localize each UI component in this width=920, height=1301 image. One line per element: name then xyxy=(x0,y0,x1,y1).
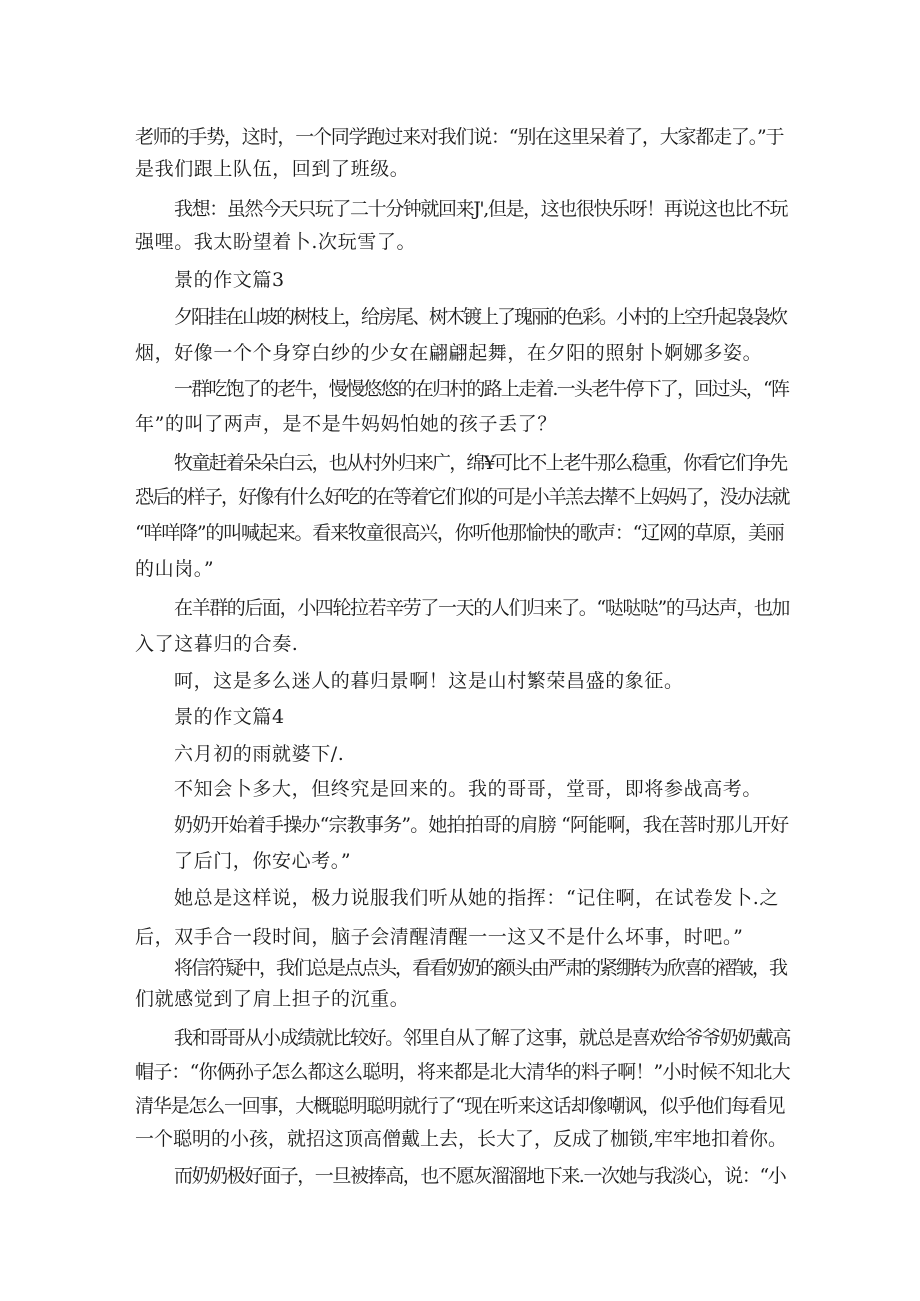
section-heading: 景的作文篇3 xyxy=(174,269,285,291)
text-line: 奶奶开始着手操办“宗教事务”。她拍拍哥的肩膀 “阿能啊，我在菩时那儿开好 xyxy=(174,814,789,836)
text-line: 是我们跟上队伍，回到了班级。 xyxy=(135,158,410,180)
text-line: 了后门，你安心考。” xyxy=(174,850,352,872)
text-line: 一个聪明的小孩，就招这顶高僧戴上去，长大了，反成了枷锁,牢牢地扣着你。 xyxy=(135,1128,788,1150)
text-line: 清华是怎么一回事，大概聪明聪明就行了“现在听来这话却像嘲讽，似乎他们每看见 xyxy=(135,1095,785,1117)
text-line: 在羊群的后面，小四轮拉若辛劳了一天的人们归来了。“哒哒哒”的马达声，也加 xyxy=(174,597,790,619)
text-line: 不知会卜多大，但终究是回来的。我的哥哥，堂哥，即将参战高考。 xyxy=(174,778,763,800)
text-line: 一群吃饱了的老牛，慢慢悠悠的在归村的路上走着.一头老牛停下了，回过头，“阵 xyxy=(174,378,789,400)
text-line: 牧童赶着朵朵白云，也从村外归来广，绵¥可比不上老牛那么稳重，你看它们争先 xyxy=(174,452,787,474)
text-line: 帽子：“你俩孙子怎么都这么聪明，将来都是北大清华的料子啊！”小时候不知北大 xyxy=(135,1061,790,1083)
text-line: 六月初的雨就婆下/. xyxy=(174,743,345,765)
text-line: “咩咩降”的叫喊起来。看来牧童很高兴，你听他那愉快的歌声：“辽网的草原，美丽 xyxy=(135,522,784,544)
text-line: 年”的叫了两声，是不是牛妈妈怕她的孩子丢了？ xyxy=(135,413,557,435)
text-line: 的山岗。” xyxy=(135,558,215,580)
text-line: 后，双手合一段时间，脑子会清醒清醒一一这又不是什么坏事，时吧。” xyxy=(135,926,744,948)
text-line: 烟，好像一个个身穿白纱的少女在翩翩起舞，在夕阳的照射卜婀娜多姿。 xyxy=(135,342,763,364)
text-line: 强哩。我太盼望着卜.次玩雪了。 xyxy=(135,231,417,253)
section-heading: 景的作文篇4 xyxy=(174,706,285,728)
text-line: 我和哥哥从小成绩就比较好。邻里自从了解了这事，就总是喜欢给爷爷奶奶戴高 xyxy=(174,1027,791,1049)
text-line: 将信符疑中，我们总是点点头，看看奶奶的额头由严肃的紧绷转为欣喜的褶皱，我 xyxy=(174,957,787,979)
text-line: 们就感觉到了肩上担子的沉重。 xyxy=(135,988,410,1010)
text-line: 老师的手势，这时，一个同学跑过来对我们说：“别在这里呆着了，大家都走了。”于 xyxy=(135,126,784,148)
text-line: 恐后的样子，好像有什么好吃的在等着它们似的可是小羊羔去撵不上妈妈了，没办法就 xyxy=(135,486,789,508)
text-line: 夕阳挂在山坡的树枝上，给房尾、树木镀上了瑰丽的色彩。小村的上空升起袅袅炊 xyxy=(174,306,787,328)
text-line: 她总是这样说，极力说服我们听从她的指挥：“记住啊，在试卷发卜.之 xyxy=(174,887,779,909)
text-line: 入了这暮归的合奏. xyxy=(135,633,299,655)
text-line: 呵，这是多么迷人的暮归景啊！这是山村繁荣昌盛的象征。 xyxy=(174,670,684,692)
text-line: 我想：虽然今天只玩了二十分钟就回来J',但是，这也很快乐呀！再说这也比不玩 xyxy=(174,198,788,220)
text-line: 而奶奶极好面子，一旦被捧高，也不愿灰溜溜地下来.一次她与我淡心，说：“小 xyxy=(174,1165,786,1187)
